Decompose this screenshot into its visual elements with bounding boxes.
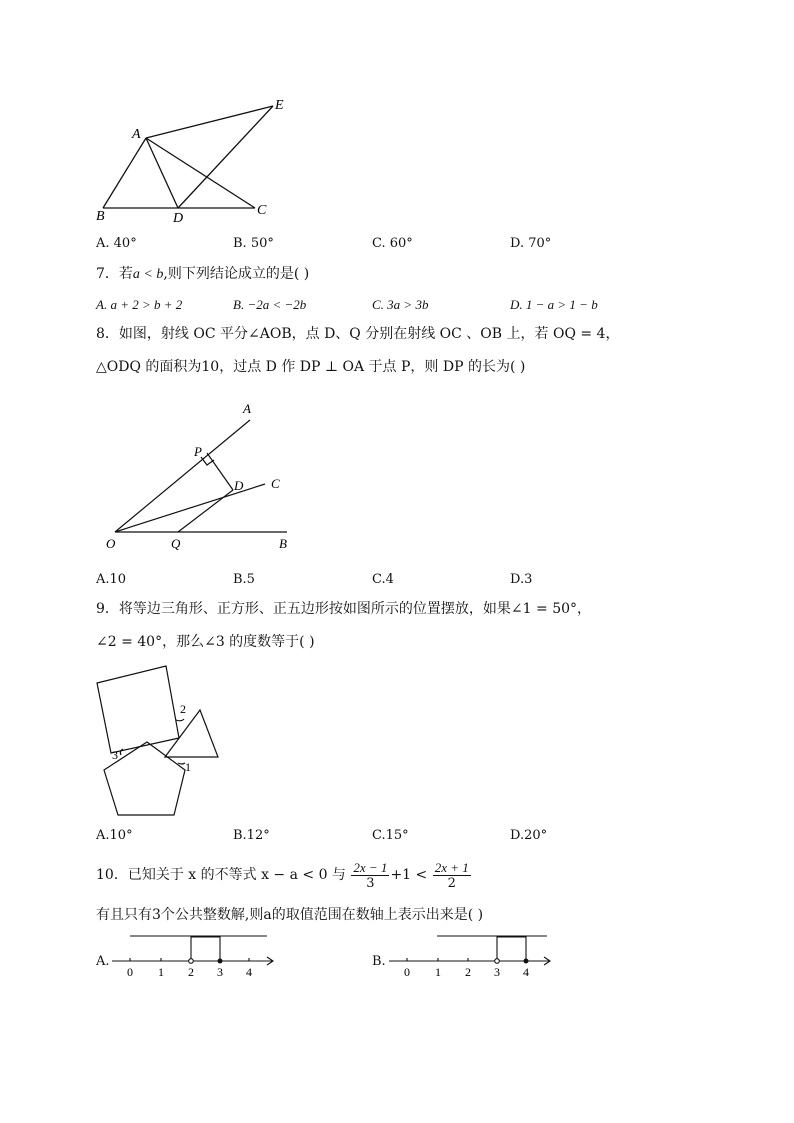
q7-number: 7． [96,266,119,282]
q10-stem-line2: 有且只有3个公共整数解,则a的取值范围在数轴上表示出来是( ) [96,907,484,923]
q8-label-b: B [279,536,287,551]
q6-option-c[interactable]: C. 60° [372,236,413,251]
q9-stem-line1 [96,600,591,618]
q6-label-a: A [132,127,141,142]
q10-mid: +1 < [390,867,428,883]
q7-stem [96,265,309,284]
q9-option-d[interactable]: D.20° [510,828,548,843]
q8-label-a: A [243,401,251,416]
q10-fraction-2: $\frac{2x + 1}{2}$ [434,859,469,891]
q8-label-p: P [194,444,202,459]
q8-label-d: D [234,478,244,493]
q9-option-b[interactable]: B.12° [233,828,270,843]
q8-option-a[interactable]: A.10 [96,572,127,587]
q10-stem-line1 [96,857,472,893]
q8-stem-line2: △ODQ 的面积为10，过点 D 作 DP ⊥ OA 于点 P，则 DP 的长为( ) [96,359,526,375]
q8-stem-line1 [96,325,619,343]
q10-option-b-numberline[interactable] [387,930,562,980]
q7-option-c[interactable]: C. 3a > 3b [372,297,429,312]
svg-text:1: 1 [435,965,441,979]
svg-text:4: 4 [246,965,252,979]
q7-condition: a < b [132,267,164,282]
svg-text:2: 2 [465,965,471,979]
q8-label-q: Q [171,536,181,551]
svg-text:0: 0 [404,965,410,979]
svg-text:4: 4 [523,965,529,979]
q6-option-b[interactable]: B. 50° [233,236,274,251]
q10-fraction-1: $\frac{2x - 1}{3}$ [353,859,388,891]
q6-label-e: E [275,98,284,113]
q6-label-b: B [96,209,105,224]
q8-label-o: O [106,536,116,551]
q8-number: 8． [96,326,119,342]
q6-option-d[interactable]: D. 70° [510,236,552,251]
svg-text:3: 3 [494,965,500,979]
q9-label-3: 3 [112,748,118,762]
q7-option-b[interactable]: B. −2a < −2b [233,297,307,312]
q9-line1-text: 将等边三角形、正方形、正五边形按如图所示的位置摆放，如果∠1 = 50°， [118,601,592,617]
q9-number: 9． [96,601,119,617]
q6-label-c: C [257,203,267,218]
q10-option-a-label[interactable]: A. [96,954,110,969]
svg-text:3: 3 [217,965,223,979]
q10-prefix: 已知关于 x 的不等式 x − a < 0 与 [127,867,346,883]
q10-option-b-label[interactable]: B. [372,954,386,969]
q9-label-2: 2 [180,702,186,716]
svg-text:0: 0 [127,965,133,979]
q8-line1-text: 如图，射线 OC 平分∠AOB，点 D、Q 分别在射线 OC 、OB 上，若 OQ = 4， [118,326,620,342]
q6-figure [90,90,310,230]
q8-option-b[interactable]: B.5 [233,572,255,587]
q7-option-d[interactable]: D. 1 − a > 1 − b [510,297,598,312]
q8-option-c[interactable]: C.4 [372,572,394,587]
q9-option-c[interactable]: C.15° [372,828,409,843]
svg-text:1: 1 [158,965,164,979]
q10-option-a-numberline[interactable] [110,930,285,980]
q9-option-a[interactable]: A.10° [96,828,133,843]
q8-label-c: C [271,476,280,491]
q6-option-a[interactable]: A. 40° [96,236,137,251]
q7-stem-suffix: ,则下列结论成立的是( ) [163,266,310,282]
q10-number: 10． [96,867,128,883]
svg-text:2: 2 [188,965,194,979]
q7-stem-prefix: 若 [118,266,133,282]
q8-option-d[interactable]: D.3 [510,572,533,587]
q9-label-1: 1 [185,760,191,774]
q8-figure [100,398,300,553]
q9-stem-line2: ∠2 = 40°，那么∠3 的度数等于( ) [96,634,315,650]
q6-label-d: D [173,211,184,226]
q7-option-a[interactable]: A. a + 2 > b + 2 [96,297,183,312]
q9-figure [90,660,230,825]
